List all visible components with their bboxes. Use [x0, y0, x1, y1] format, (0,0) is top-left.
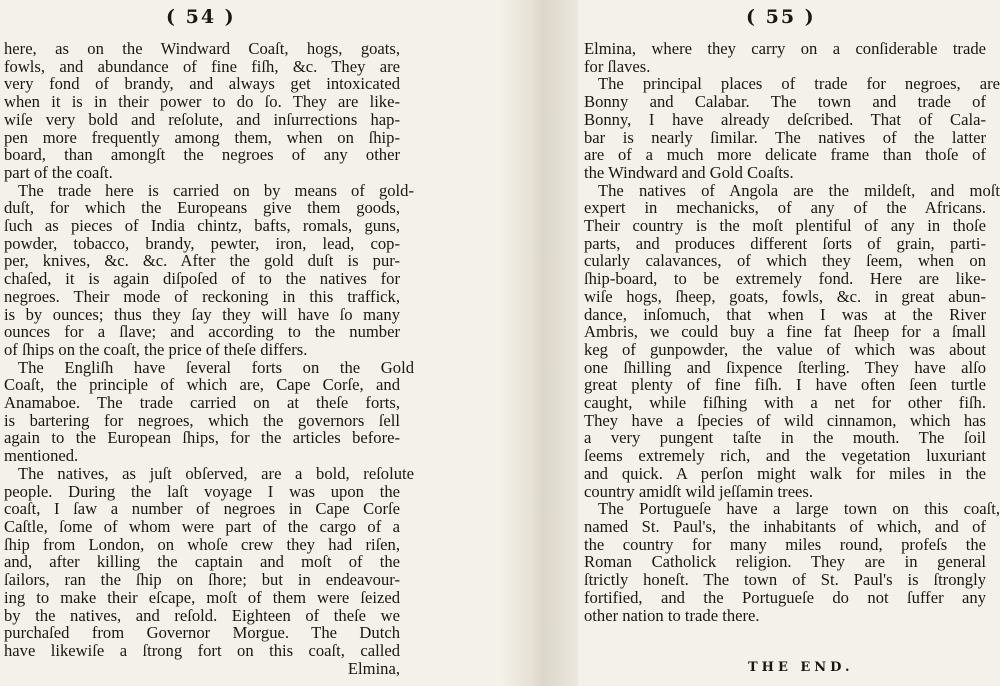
text-line: are of a much more delicate frame than thoſe of	[584, 145, 986, 165]
text-line: Anamaboe. The trade carried on at theſe forts,	[4, 393, 400, 413]
text-line: have likewiſe a ſtrong fort on this coaſt, called	[4, 640, 400, 660]
text-line: fowls, and abundance of fine fiſh, &c. They are	[4, 56, 400, 76]
text-line: mentioned.	[4, 446, 79, 466]
text-line: bar is nearly ſimilar. The natives of the latter	[584, 127, 986, 147]
text-line: is by ounces; thus they ſay they will have ſo many	[4, 304, 400, 324]
text-line: Roman Catholick religion. They are in general	[584, 552, 986, 572]
text-line: ſeems extremely rich, and the vegetation luxuriant	[584, 446, 986, 466]
text-line: ſtrictly honeſt. The town of St. Paul's is ſtrongly	[584, 570, 986, 590]
text-line: one ſhilling and ſixpence ſterling. They have alſo	[584, 357, 986, 377]
text-line: Caſtle, ſome of whom were part of the cargo of a	[4, 516, 400, 536]
text-line: fortified, and the Portugueſe do not ſuffer any	[584, 587, 986, 607]
text-line: here, as on the Windward Coaſt, hogs, goats,	[4, 39, 400, 58]
page-number: ( 54 )	[166, 6, 236, 28]
text-line: dance, inſomuch, that when I was at the River	[584, 304, 986, 324]
text-line: is bartering for negroes, which the governors ſell	[4, 410, 400, 430]
text-line: ing to make their eſcape, moſt of them were ſeized	[4, 587, 400, 607]
text-line: purchaſed from Governor Morgue. The Dutch	[4, 623, 400, 643]
text-line: chaſed, it is again diſpoſed of to the natives for	[4, 269, 400, 289]
text-line: again to the European ſhips, for the articles before-	[4, 428, 400, 448]
text-line: wiſe very bold and reſolute, and inſurrections hap-	[4, 109, 400, 129]
text-line: very fond of brandy, and always get intoxicated	[4, 74, 400, 94]
text-line: wiſe hogs, ſheep, goats, fowls, &c. in great abun-	[584, 286, 986, 306]
text-line: ſailors, ran the ſhip on ſhore; but in endeavour-	[4, 570, 400, 590]
text-line: Ambris, we could buy a fine fat ſheep for a ſmall	[584, 322, 986, 342]
text-line: The natives of Angola are the mildeſt, and moſt	[598, 180, 1000, 200]
text-line: part of the coaſt.	[4, 162, 113, 182]
text-line: negroes. Their mode of reckoning in this traffick,	[4, 286, 400, 306]
text-line: people. During the laſt voyage I was upon the	[4, 481, 400, 501]
text-line: ſuch as pieces of India chintz, bafts, romals, guns,	[4, 216, 400, 236]
catchword: Elmina,	[347, 658, 400, 678]
text-line: The natives, as juſt obſerved, are a bold, reſolute	[18, 463, 414, 483]
text-line: by the natives, and reſold. Eighteen of theſe we	[4, 605, 400, 625]
text-line: pen more frequently among them, when on ſhip-	[4, 127, 400, 147]
text-line: coaſt, I ſaw a number of negroes in Cape Corſe	[4, 499, 400, 519]
text-line: powder, tobacco, brandy, pewter, iron, lead, cop-	[4, 233, 400, 253]
text-line: for ſlaves.	[584, 56, 651, 76]
text-line: The trade here is carried on by means of gold-	[18, 180, 414, 200]
text-line: ſhip-board, to be extremely fond. Here are like-	[584, 269, 986, 289]
text-line: named St. Paul's, the inhabitants of which, and of	[584, 516, 986, 536]
right-page	[578, 0, 1000, 686]
text-line: duſt, for which the Europeans give them goods,	[4, 198, 400, 218]
colophon-the-end: THE END.	[748, 660, 854, 675]
page-text	[4, 40, 414, 677]
text-line: The Engliſh have ſeveral forts on the Gold	[18, 357, 414, 377]
text-line: a very pungent taſte in the mouth. The ſoil	[584, 428, 986, 448]
text-line: the Windward and Gold Coaſts.	[584, 162, 794, 182]
text-line: ounces for a ſlave; and according to the number	[4, 322, 400, 342]
page-text	[584, 40, 1000, 624]
text-line: Their country is the moſt plentiful of any in thoſe	[584, 216, 986, 236]
text-line: of ſhips on the coaſt, the price of theſe differs.	[4, 339, 308, 359]
text-line: board, than amongſt the negroes of any other	[4, 145, 400, 165]
text-line: The Portugueſe have a large town on this coaſt,	[598, 499, 1000, 519]
text-line: per, knives, &c. &c. After the gold duſt is pur-	[4, 251, 400, 271]
text-line: Bonny, I have already deſcribed. That of Cala-	[584, 109, 986, 129]
text-line: caught, while fiſhing with a net for other fiſh.	[584, 393, 986, 413]
text-line: expert in mechanicks, of any of the Africans.	[584, 198, 986, 218]
book-gutter	[500, 0, 578, 686]
text-line: great plenty of fine fiſh. I have often ſeen turtle	[584, 375, 986, 395]
text-line: They have a ſpecies of wild cinnamon, which has	[584, 410, 986, 430]
text-line: ſhip from London, on whoſe crew they had riſen,	[4, 534, 400, 554]
text-line: and, after killing the captain and moſt of the	[4, 552, 400, 572]
text-line: when it is in their power to do ſo. They are like-	[4, 92, 400, 112]
text-line: Coaſt, the principle of which are, Cape Corſe, and	[4, 375, 400, 395]
text-line: The principal places of trade for negroes, are	[598, 74, 1000, 94]
text-line: and quick. A perſon might walk for miles in the	[584, 463, 986, 483]
text-line: the country for many miles round, profeſs the	[584, 534, 986, 554]
text-line: keg of gunpowder, the value of which was about	[584, 339, 986, 359]
text-line: country amidſt wild jeſſamin trees.	[584, 481, 814, 501]
text-line: cularly calavances, of which they ſeem, when on	[584, 251, 986, 271]
page-number: ( 55 )	[746, 6, 816, 28]
text-line: Elmina, where they carry on a conſiderable trade	[584, 39, 986, 58]
text-line: Bonny and Calabar. The town and trade of	[584, 92, 986, 112]
text-line: parts, and produces different ſorts of grain, parti-	[584, 233, 986, 253]
text-line: other nation to trade there.	[584, 605, 760, 625]
